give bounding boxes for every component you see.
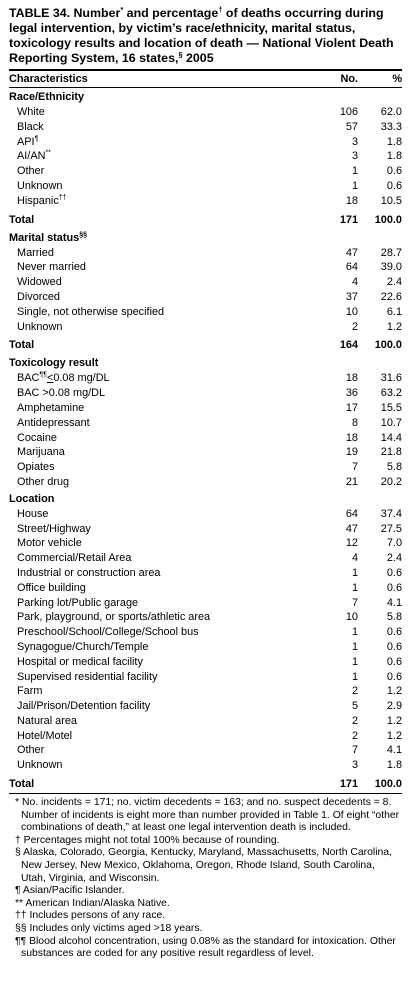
table-row [9,260,402,275]
row-count: 1 [351,640,358,653]
total-label: Total [9,778,35,791]
row-count: 21 [345,475,358,488]
row-count: 36 [345,387,358,400]
row-count: 1 [351,581,358,594]
table-row [9,305,402,320]
table-row [9,290,402,305]
row-percent: 2.9 [386,700,402,713]
row-label-text: Jail/Prison/Detention facility [17,700,151,713]
section-heading-row [9,229,402,246]
row-label-text: API [17,135,35,148]
row-label-text: Hispanic [17,194,59,207]
row-count: 2 [351,320,358,333]
table-row [9,551,402,566]
data-table [9,71,402,793]
table-row [9,670,402,685]
row-label [9,684,306,699]
row-label-text: Unknown [17,179,63,192]
footnote-text: Includes only victims aged >18 years. [29,923,203,935]
footnote-text: Asian/Pacific Islander. [22,885,125,897]
row-label-text: Married [17,246,54,259]
row-label [9,699,306,714]
table-row [9,194,402,209]
row-label-text: BAC >0.08 mg/DL [17,387,106,400]
row-percent: 15.5 [380,401,402,414]
section-heading-row [9,490,402,507]
row-percent: 10.5 [380,194,402,207]
row-percent: 37.4 [380,507,402,520]
row-label-text: Single, not otherwise specified [17,305,165,318]
row-count: 47 [345,522,358,535]
table-row [9,401,402,416]
row-count: 4 [351,552,358,565]
row-label-text: Divorced [17,290,60,303]
footnote-text: No. incidents = 171; no. victim decedents = 163; and no. suspect decedents = 8. Number of incidents is eight more than number provided in Table 1. Of eight “other combinations of death,” at least one legal intervention death is included. [21,797,400,834]
header-characteristics: Characteristics [9,73,88,85]
table-row [9,179,402,194]
row-count: 47 [345,246,358,259]
row-percent: 1.8 [386,150,402,163]
row-label [9,729,306,744]
section-heading-row [9,354,402,371]
title-footnote-mark: * [120,4,124,14]
table-row [9,105,402,120]
row-label-text: Parking lot/Public garage [17,596,139,609]
title-footnote-mark: † [218,4,223,14]
row-footnote-mark: ** [45,149,51,157]
row-label-text: Amphetamine [17,401,85,414]
title-text: TABLE 34. Number [9,6,121,20]
row-count: 19 [345,446,358,459]
row-percent: 0.6 [386,626,402,639]
row-percent: 5.8 [386,611,402,624]
total-row [9,209,402,229]
row-label-symbol: < [46,372,54,385]
footnote-mark: ¶¶ [15,935,27,947]
row-percent: 1.8 [386,135,402,148]
row-count: 4 [351,276,358,289]
row-percent: 0.6 [386,655,402,668]
section-heading-row [9,88,402,106]
row-count: 3 [351,135,358,148]
table-row [9,275,402,290]
row-label-text: Other drug [17,475,70,488]
table-row [9,371,402,386]
section-heading-text: Location [9,492,55,505]
footnote [9,847,402,885]
footnote-text: American Indian/Alaska Native. [25,897,170,909]
row-percent: 1.2 [386,320,402,333]
row-label [9,596,306,611]
row-count: 1 [351,566,358,579]
row-label [9,290,306,305]
footnote-text: Blood alcohol concentration, using 0.08% as the standard for intoxication. Other substances are coded for any positive result regardless of level. [21,935,396,960]
row-label-text: House [17,507,49,520]
section-heading-text: Toxicology result [9,357,99,370]
title-footnote-mark: § [178,49,183,59]
footnote [9,923,402,936]
row-count: 5 [351,700,358,713]
row-label [9,105,306,120]
row-label [9,431,306,446]
table-body [9,71,402,793]
row-count: 1 [351,165,358,178]
table-row [9,120,402,135]
row-label [9,320,306,335]
table-row [9,149,402,164]
row-percent: 21.8 [380,446,402,459]
row-count: 10 [345,611,358,624]
row-percent: 33.3 [380,120,402,133]
table-row [9,536,402,551]
table-row [9,522,402,537]
section-heading [9,490,402,507]
row-label [9,275,306,290]
row-label [9,566,306,581]
row-percent: 14.4 [380,431,402,444]
table-row [9,566,402,581]
row-label-text: Industrial or construction area [17,566,161,579]
row-count: 1 [351,670,358,683]
row-percent: 0.6 [386,566,402,579]
row-count: 57 [345,120,358,133]
row-count: 1 [351,179,358,192]
table-row [9,729,402,744]
row-label-text: Motor vehicle [17,537,82,550]
row-label-text: White [17,106,45,118]
table-row [9,416,402,431]
row-label-text: 0.08 mg/DL [53,372,110,385]
row-label-text: Office building [17,581,86,594]
row-label [9,246,306,261]
section-heading-footnote-mark: §§ [79,230,88,238]
row-label [9,714,306,729]
row-label [9,445,306,460]
row-count: 12 [345,537,358,550]
footnote-text: Percentages might not total 100% because of rounding. [23,834,280,846]
bottom-rule [9,793,402,794]
row-label-text: Unknown [17,320,63,333]
table-row [9,581,402,596]
footnote-mark: ** [15,897,24,909]
footnote [9,910,402,923]
footnote-mark: * [15,797,20,809]
row-label [9,475,306,490]
total-count: 171 [339,213,358,226]
row-percent: 0.6 [386,640,402,653]
footnote-mark: ¶ [15,885,21,897]
row-count: 2 [351,729,358,742]
row-percent: 4.1 [386,744,402,757]
row-label-text: Other [17,744,45,757]
row-percent: 2.4 [386,276,402,289]
row-count: 106 [339,106,358,118]
row-count: 7 [351,596,358,609]
row-label-text: AI/AN [17,150,46,163]
row-label [9,551,306,566]
row-count: 7 [351,744,358,757]
row-percent: 10.7 [380,416,402,429]
footnote-text: Alaska, Colorado, Georgia, Kentucky, Maryland, Massachusetts, North Carolina, New Jersey, New Mexico, Oklahoma, Oregon, Rhode Island, South Carolina, Utah, Virginia, and Wisconsin. [21,847,392,884]
total-row [9,334,402,354]
row-count: 10 [345,305,358,318]
total-percent: 100.0 [374,213,402,226]
row-percent: 0.6 [386,179,402,192]
footnote-mark: †† [15,910,27,922]
row-count: 37 [345,290,358,303]
row-label [9,743,306,758]
header-row [9,71,402,88]
row-percent: 1.2 [386,729,402,742]
total-count: 164 [339,339,358,352]
footnote-mark: §§ [15,923,27,935]
row-label-text: Black [17,120,44,133]
row-percent: 5.8 [386,461,402,474]
title-text: of deaths occurring during legal intervention, by victim’s race/ethnicity, marital status, toxicology results and location of death — National Violent Death Reporting System, 16 states, [9,6,394,65]
footnote-text: Includes persons of any race. [29,910,166,922]
row-label-text: Other [17,165,45,178]
row-label [9,655,306,670]
row-label [9,135,306,150]
row-label [9,305,306,320]
table-row [9,507,402,522]
row-percent: 0.6 [386,165,402,178]
table-row [9,135,402,150]
row-percent: 62.0 [380,106,402,118]
table-row [9,386,402,401]
row-label-text: Preschool/School/College/School bus [17,626,199,639]
row-label-text: Park, playground, or sports/athletic area [17,611,211,624]
footnote [9,835,402,848]
row-label-text: Commercial/Retail Area [17,552,132,565]
row-count: 64 [345,261,358,274]
row-count: 2 [351,714,358,727]
row-label-text: Cocaine [17,431,57,444]
row-label [9,149,306,164]
row-label [9,522,306,537]
footnote [9,885,402,898]
total-row [9,773,402,793]
header-no: No. [340,73,358,85]
row-percent: 4.1 [386,596,402,609]
section-heading [9,88,402,106]
footnote [9,936,402,961]
row-count: 17 [345,401,358,414]
row-label [9,260,306,275]
table-row [9,246,402,261]
row-percent: 63.2 [380,387,402,400]
row-label [9,120,306,135]
footnote-mark: § [15,847,21,859]
row-label [9,625,306,640]
row-footnote-mark: ¶¶ [39,371,47,379]
title-text: 2005 [182,51,214,65]
table-row [9,684,402,699]
row-percent: 0.6 [386,581,402,594]
row-label [9,758,306,773]
row-percent: 39.0 [380,261,402,274]
row-label [9,179,306,194]
row-label [9,536,306,551]
table-row [9,743,402,758]
row-label-text: Opiates [17,461,55,474]
row-label [9,640,306,655]
table-row [9,445,402,460]
table-row [9,640,402,655]
total-percent: 100.0 [374,778,402,791]
row-label [9,670,306,685]
row-footnote-mark: ¶ [34,134,39,142]
table-row [9,610,402,625]
row-label-text: Synagogue/Church/Temple [17,640,149,653]
row-count: 18 [345,194,358,207]
section-heading [9,229,402,246]
table-row [9,714,402,729]
row-percent: 1.2 [386,714,402,727]
row-count: 3 [351,150,358,163]
row-percent: 20.2 [380,475,402,488]
row-count: 2 [351,685,358,698]
row-percent: 27.5 [380,522,402,535]
header-pct: % [392,73,402,85]
row-label [9,581,306,596]
footnote [9,797,402,835]
row-count: 1 [351,655,358,668]
row-label-text: Unknown [17,759,63,772]
row-label-text: Street/Highway [17,522,91,535]
row-percent: 22.6 [380,290,402,303]
row-label-text: Antidepressant [17,416,90,429]
row-label [9,460,306,475]
table-row [9,655,402,670]
section-heading-text: Race/Ethnicity [9,91,85,103]
row-count: 3 [351,759,358,772]
row-percent: 0.6 [386,670,402,683]
section-heading [9,354,402,371]
row-count: 1 [351,626,358,639]
row-label-text: Never married [17,261,86,274]
table-row [9,475,402,490]
row-footnote-mark: †† [58,194,67,202]
row-count: 64 [345,507,358,520]
row-label [9,371,306,386]
footnotes [9,797,402,961]
row-label [9,610,306,625]
row-count: 18 [345,372,358,385]
row-label-text: Supervised residential facility [17,670,158,683]
row-label-text: Farm [17,685,43,698]
row-count: 8 [351,416,358,429]
table-row [9,460,402,475]
table-row [9,431,402,446]
row-label-text: BAC [17,372,40,385]
row-label [9,416,306,431]
row-label [9,507,306,522]
row-label [9,164,306,179]
row-percent: 28.7 [380,246,402,259]
row-percent: 1.2 [386,685,402,698]
row-label-text: Hospital or medical facility [17,655,143,668]
row-label [9,194,306,209]
table-row [9,758,402,773]
table-title [9,6,402,66]
row-label-text: Natural area [17,714,77,727]
row-label-text: Widowed [17,276,62,289]
row-label-text: Marijuana [17,446,65,459]
row-percent: 1.8 [386,759,402,772]
row-percent: 31.6 [380,372,402,385]
section-heading-text: Marital status [9,231,80,244]
table-row [9,596,402,611]
total-label: Total [9,339,35,352]
row-percent: 2.4 [386,552,402,565]
row-label [9,401,306,416]
total-percent: 100.0 [374,339,402,352]
row-percent: 7.0 [386,537,402,550]
table-row [9,699,402,714]
row-count: 18 [345,431,358,444]
footnote [9,898,402,911]
total-label: Total [9,213,35,226]
row-percent: 6.1 [386,305,402,318]
row-label [9,386,306,401]
row-count: 7 [351,461,358,474]
table-row [9,625,402,640]
table-row [9,164,402,179]
total-count: 171 [339,778,358,791]
title-text: and percentage [123,6,219,20]
row-label-text: Hotel/Motel [17,729,73,742]
table-row [9,320,402,335]
footnote-mark: † [15,834,21,846]
